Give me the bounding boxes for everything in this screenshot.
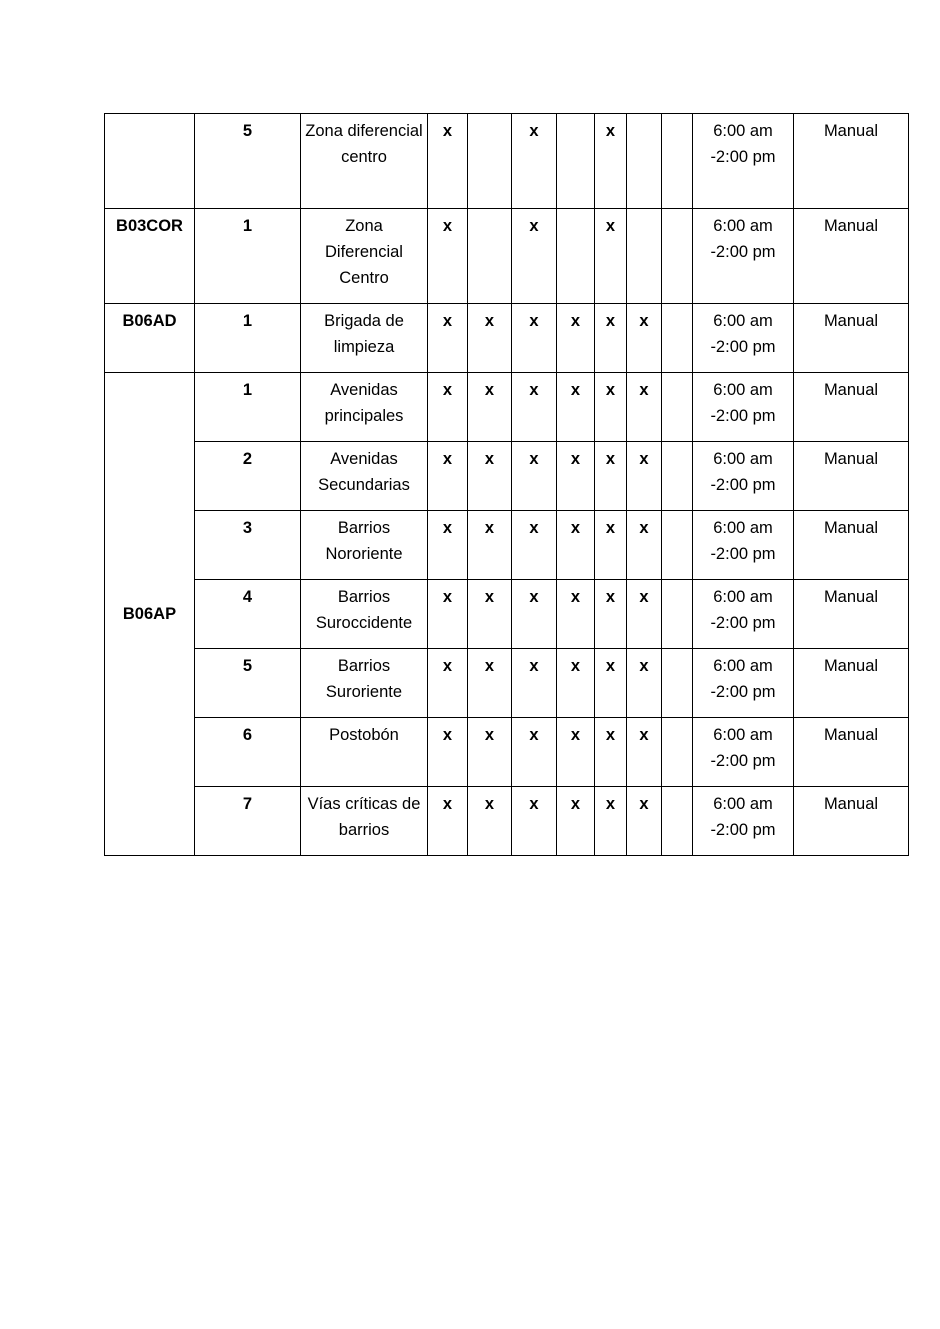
day-mark-cell: x [595, 373, 627, 442]
zone-cell: Brigada de limpieza [301, 304, 428, 373]
day-mark-cell [662, 373, 693, 442]
route-code-cell: B06AD [105, 304, 195, 373]
route-number-cell: 3 [195, 511, 301, 580]
day-mark-cell: x [468, 649, 512, 718]
time-cell: 6:00 am -2:00 pm [693, 304, 794, 373]
time-cell: 6:00 am -2:00 pm [693, 511, 794, 580]
day-mark-cell: x [557, 304, 595, 373]
mode-cell: Manual [794, 114, 909, 209]
table-row [105, 787, 909, 856]
day-mark-cell [468, 209, 512, 304]
route-number-cell: 2 [195, 442, 301, 511]
time-cell: 6:00 am -2:00 pm [693, 373, 794, 442]
mode-cell: Manual [794, 511, 909, 580]
mode-cell: Manual [794, 373, 909, 442]
table-row [105, 209, 909, 304]
table-row [105, 649, 909, 718]
day-mark-cell: x [627, 649, 662, 718]
zone-cell: Zona diferencial centro [301, 114, 428, 209]
day-mark-cell: x [512, 787, 557, 856]
day-mark-cell: x [512, 209, 557, 304]
day-mark-cell [468, 114, 512, 209]
route-number-cell: 1 [195, 373, 301, 442]
table-row [105, 580, 909, 649]
day-mark-cell: x [557, 580, 595, 649]
zone-cell: Postobón [301, 718, 428, 787]
route-code-cell: B06AP [105, 373, 195, 856]
table-row [105, 373, 909, 442]
day-mark-cell: x [428, 209, 468, 304]
day-mark-cell: x [595, 114, 627, 209]
time-cell: 6:00 am -2:00 pm [693, 442, 794, 511]
zone-cell: Barrios Suroriente [301, 649, 428, 718]
route-number-cell: 5 [195, 114, 301, 209]
time-cell: 6:00 am -2:00 pm [693, 649, 794, 718]
day-mark-cell [662, 511, 693, 580]
mode-cell: Manual [794, 787, 909, 856]
day-mark-cell: x [428, 787, 468, 856]
table-row [105, 511, 909, 580]
table-row [105, 304, 909, 373]
day-mark-cell: x [627, 718, 662, 787]
day-mark-cell: x [627, 511, 662, 580]
mode-cell: Manual [794, 580, 909, 649]
day-mark-cell: x [595, 511, 627, 580]
route-code-cell [105, 114, 195, 209]
day-mark-cell [627, 114, 662, 209]
day-mark-cell: x [557, 787, 595, 856]
day-mark-cell: x [595, 580, 627, 649]
day-mark-cell: x [512, 511, 557, 580]
day-mark-cell [662, 649, 693, 718]
day-mark-cell: x [595, 442, 627, 511]
schedule-table [104, 113, 909, 856]
day-mark-cell: x [428, 580, 468, 649]
day-mark-cell: x [428, 114, 468, 209]
zone-cell: Avenidas Secundarias [301, 442, 428, 511]
day-mark-cell: x [512, 649, 557, 718]
day-mark-cell: x [428, 442, 468, 511]
day-mark-cell [662, 442, 693, 511]
mode-cell: Manual [794, 304, 909, 373]
day-mark-cell: x [468, 511, 512, 580]
day-mark-cell: x [468, 304, 512, 373]
day-mark-cell [662, 718, 693, 787]
route-number-cell: 5 [195, 649, 301, 718]
day-mark-cell: x [627, 304, 662, 373]
day-mark-cell: x [468, 442, 512, 511]
time-cell: 6:00 am -2:00 pm [693, 114, 794, 209]
time-cell: 6:00 am -2:00 pm [693, 580, 794, 649]
zone-cell: Zona Diferencial Centro [301, 209, 428, 304]
route-number-cell: 1 [195, 304, 301, 373]
day-mark-cell: x [512, 304, 557, 373]
day-mark-cell: x [595, 649, 627, 718]
day-mark-cell: x [557, 511, 595, 580]
mode-cell: Manual [794, 718, 909, 787]
mode-cell: Manual [794, 649, 909, 718]
route-number-cell: 1 [195, 209, 301, 304]
day-mark-cell: x [595, 787, 627, 856]
day-mark-cell: x [428, 718, 468, 787]
day-mark-cell: x [557, 649, 595, 718]
route-number-cell: 7 [195, 787, 301, 856]
day-mark-cell: x [468, 580, 512, 649]
day-mark-cell: x [512, 580, 557, 649]
zone-cell: Barrios Nororiente [301, 511, 428, 580]
day-mark-cell: x [428, 511, 468, 580]
day-mark-cell: x [468, 787, 512, 856]
zone-cell: Avenidas principales [301, 373, 428, 442]
day-mark-cell: x [512, 442, 557, 511]
zone-cell: Vías críticas de barrios [301, 787, 428, 856]
day-mark-cell [662, 209, 693, 304]
day-mark-cell [662, 580, 693, 649]
day-mark-cell: x [627, 580, 662, 649]
time-cell: 6:00 am -2:00 pm [693, 209, 794, 304]
day-mark-cell: x [627, 442, 662, 511]
mode-cell: Manual [794, 442, 909, 511]
day-mark-cell: x [595, 209, 627, 304]
day-mark-cell: x [595, 304, 627, 373]
day-mark-cell: x [428, 649, 468, 718]
time-cell: 6:00 am -2:00 pm [693, 787, 794, 856]
table-row [105, 718, 909, 787]
time-cell: 6:00 am -2:00 pm [693, 718, 794, 787]
day-mark-cell [557, 209, 595, 304]
mode-cell: Manual [794, 209, 909, 304]
day-mark-cell: x [428, 373, 468, 442]
day-mark-cell: x [468, 373, 512, 442]
route-number-cell: 6 [195, 718, 301, 787]
day-mark-cell: x [557, 373, 595, 442]
day-mark-cell: x [557, 442, 595, 511]
table-row [105, 114, 909, 209]
day-mark-cell: x [627, 373, 662, 442]
day-mark-cell [557, 114, 595, 209]
day-mark-cell: x [468, 718, 512, 787]
day-mark-cell: x [428, 304, 468, 373]
day-mark-cell: x [512, 373, 557, 442]
table-row [105, 442, 909, 511]
day-mark-cell [662, 787, 693, 856]
day-mark-cell: x [512, 114, 557, 209]
day-mark-cell: x [557, 718, 595, 787]
day-mark-cell: x [595, 718, 627, 787]
day-mark-cell [662, 114, 693, 209]
day-mark-cell [627, 209, 662, 304]
day-mark-cell: x [512, 718, 557, 787]
day-mark-cell: x [627, 787, 662, 856]
zone-cell: Barrios Suroccidente [301, 580, 428, 649]
route-number-cell: 4 [195, 580, 301, 649]
day-mark-cell [662, 304, 693, 373]
route-code-cell: B03COR [105, 209, 195, 304]
